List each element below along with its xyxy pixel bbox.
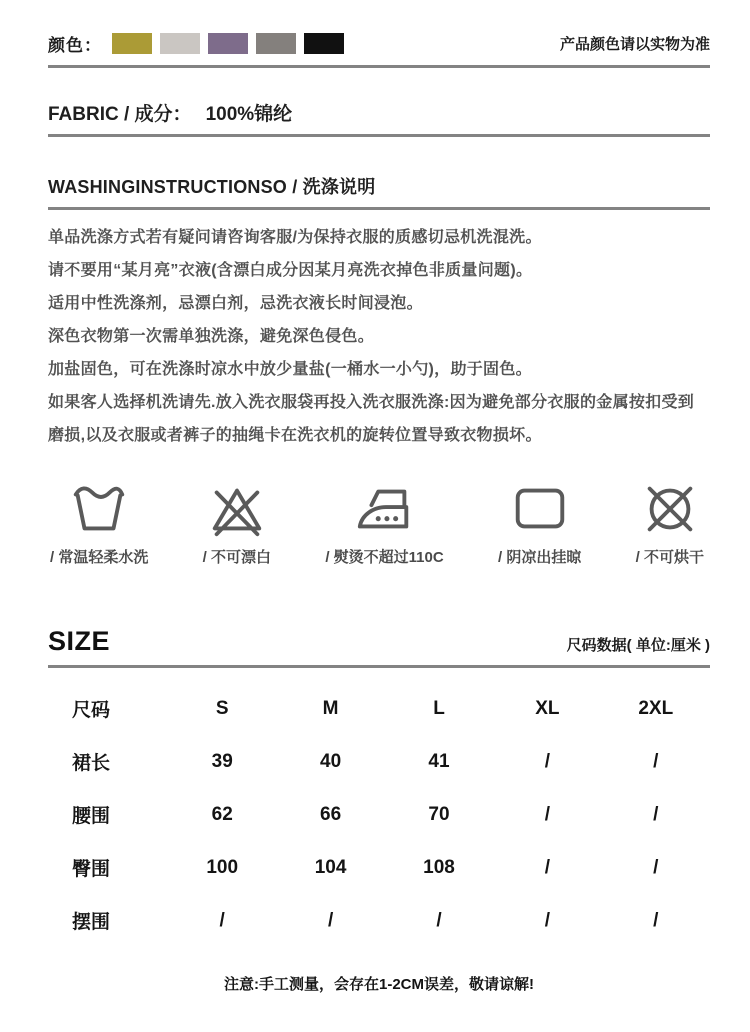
care-symbol-item: [203, 478, 271, 567]
care-symbol-item: [636, 478, 704, 567]
size-unit-note: 尺码数据( 单位:厘米 ): [566, 637, 710, 654]
washing-instruction-line: 如果客人选择机洗请先.放入洗衣服袋再投入洗衣服洗涤:因为避免部分衣服的金属按扣受到磨损,以及衣服或者裤子的抽绳卡在洗衣机的旋转位置导致衣物损坏。: [48, 394, 695, 444]
size-table-cell: /: [544, 856, 551, 878]
size-table-row-label: 裙长: [72, 753, 111, 774]
care-icon-label: / 不可漂白: [202, 549, 271, 566]
size-title: SIZE: [48, 626, 111, 656]
size-table-cell: /: [653, 856, 659, 878]
care-symbol-item: [50, 478, 148, 567]
washing-instructions-heading: WASHINGINSTRUCTIONSO / 洗涤说明: [48, 177, 376, 197]
size-table-cell: /: [544, 909, 551, 931]
care-icon-label: / 不可烘干: [635, 549, 704, 566]
color-swatch-grey: [256, 33, 296, 54]
size-table-row-label: 臀围: [72, 859, 111, 880]
size-table-row-label: 摆围: [72, 912, 111, 933]
no-bleach-icon: [206, 478, 268, 540]
color-swatch-purple: [208, 33, 248, 54]
size-table-header-cell: L: [433, 697, 445, 719]
size-table-cell: 108: [423, 856, 455, 878]
size-table-cell: 40: [320, 750, 342, 772]
color-row: [48, 30, 710, 56]
size-table-cell: /: [653, 909, 659, 931]
washing-instruction-line: 加盐固色，可在洗涤时凉水中放少量盐(一桶水一小勺)，助于固色。: [48, 361, 532, 378]
size-section-header: [48, 623, 710, 657]
color-label: 颜色：: [48, 35, 102, 55]
iron-icon: [354, 478, 416, 540]
washing-instruction-line: 适用中性洗涤剂，忌漂白剂，忌洗衣液长时间浸泡。: [48, 295, 423, 312]
color-swatch-light-grey: [160, 33, 200, 54]
divider: [48, 134, 710, 137]
size-table-cell: /: [327, 909, 334, 931]
care-symbol-item: [325, 478, 443, 567]
fabric-label: FABRIC / 成分：: [48, 104, 192, 125]
size-table-cell: 41: [428, 750, 450, 772]
color-swatch-black: [304, 33, 344, 54]
washing-instruction-line: 单品洗涤方式若有疑问请咨询客服/为保持衣服的质感切忌机洗混洗。: [48, 229, 542, 246]
size-table-cell: 62: [211, 803, 233, 825]
size-table-cell: 70: [428, 803, 450, 825]
size-table-header-cell: M: [322, 697, 339, 719]
divider: [48, 665, 710, 668]
size-table-header-cell: 2XL: [638, 697, 674, 719]
care-icon-label: / 阴凉出挂晾: [498, 549, 582, 566]
size-table-cell: /: [544, 750, 551, 772]
size-table: [48, 682, 710, 947]
color-accuracy-note: 产品颜色请以实物为准: [559, 35, 710, 53]
size-table-cell: 104: [314, 856, 347, 878]
care-symbol-item: [498, 478, 581, 567]
divider: [48, 65, 710, 68]
fabric-row: [48, 99, 710, 125]
size-table-cell: 39: [211, 750, 233, 772]
divider: [48, 207, 710, 210]
color-swatches: [112, 33, 344, 54]
size-table-cell: /: [436, 909, 442, 931]
wash-basin-icon: [68, 478, 130, 540]
washing-instruction-line: 深色衣物第一次需单独洗涤，避免深色侵色。: [48, 328, 375, 345]
washing-instructions-list: [48, 221, 710, 452]
size-table-cell: /: [653, 750, 659, 772]
size-table-cell: /: [653, 803, 659, 825]
size-table-cell: /: [544, 803, 551, 825]
color-swatch-olive-yellow: [112, 33, 152, 54]
measurement-disclaimer-note: 注意:手工测量，会存在1-2CM误差，敬请谅解!: [224, 976, 534, 993]
washing-instruction-line: 请不要用“某月亮”衣液(含漂白成分因某月亮洗衣掉色非质量问题)。: [48, 262, 533, 279]
fabric-value: 100%锦纶: [205, 104, 293, 125]
size-table-cell: 100: [206, 856, 239, 878]
size-table-header-cell: S: [215, 697, 229, 719]
size-table-cell: 66: [320, 803, 342, 825]
hang-dry-icon: [509, 478, 571, 540]
care-icons-row: [48, 478, 710, 567]
care-icon-label: / 常温轻柔水洗: [50, 549, 149, 566]
no-tumble-dry-icon: [639, 478, 701, 540]
size-table-cell: /: [219, 909, 225, 931]
size-table-header-cell: 尺码: [72, 700, 111, 721]
size-table-header-cell: XL: [535, 697, 560, 719]
size-table-row-label: 腰围: [72, 806, 111, 827]
care-icon-label: / 熨烫不超过110C: [325, 549, 444, 566]
